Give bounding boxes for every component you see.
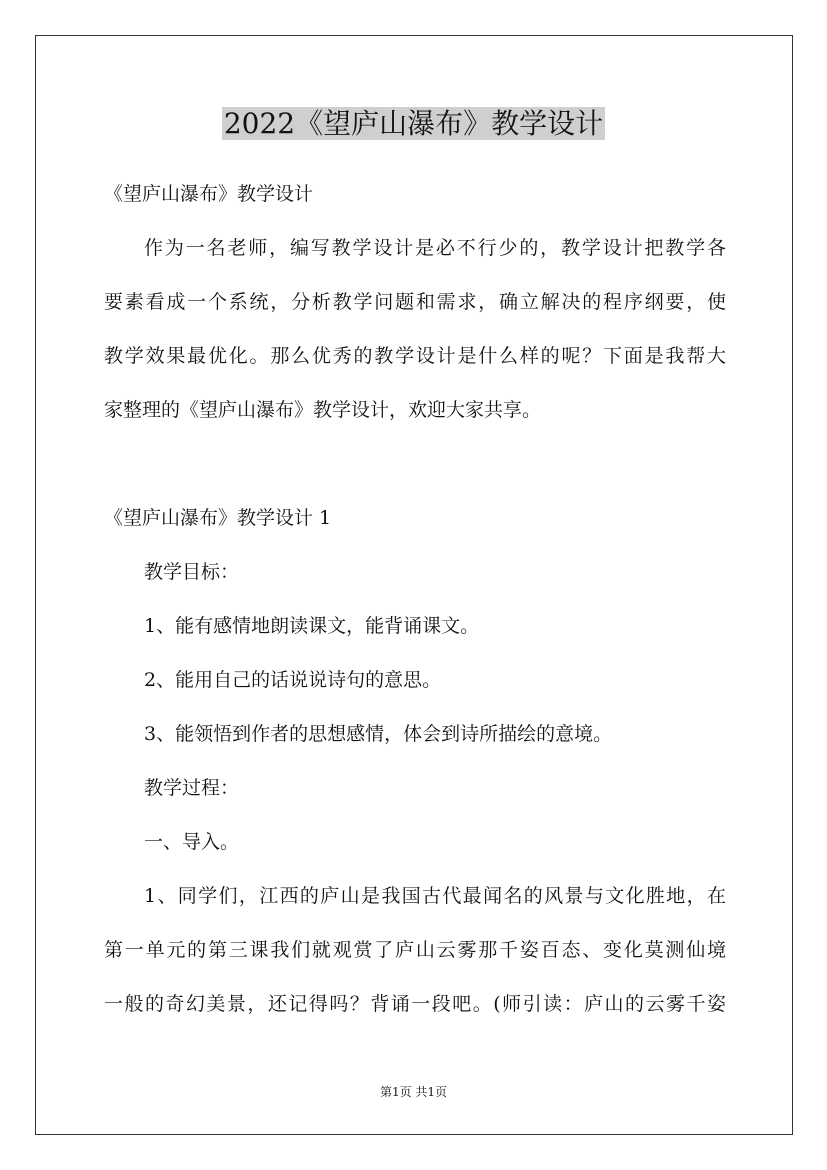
step-line-2: 第一单元的第三课我们就观赏了庐山云雾那千姿百态、变化莫测仙境 — [104, 939, 726, 961]
intro-line-1: 作为一名老师，编写教学设计是必不行少的，教学设计把教学各 — [144, 237, 726, 259]
goals-heading: 教学目标： — [144, 561, 240, 583]
intro-line-3: 教学效果最优化。那么优秀的教学设计是什么样的呢？下面是我帮大 — [104, 345, 726, 367]
process-heading: 教学过程： — [144, 777, 240, 799]
page-footer: 第1页 共1页 — [379, 1085, 448, 1099]
step-heading: 一、导入。 — [144, 831, 240, 853]
document-title-text: 2022《望庐山瀑布》教学设计 — [223, 107, 604, 140]
intro-line-2: 要素看成一个系统，分析教学问题和需求，确立解决的程序纲要，使 — [104, 291, 726, 313]
intro-line-4: 家整理的《望庐山瀑布》教学设计，欢迎大家共享。 — [104, 399, 542, 421]
subtitle: 《望庐山瀑布》教学设计 — [104, 183, 314, 205]
goal-item-1: 1、能有感情地朗读课文，能背诵课文。 — [144, 615, 480, 637]
section-heading: 《望庐山瀑布》教学设计 1 — [104, 507, 332, 529]
step-line-1: 1、同学们，江西的庐山是我国古代最闻名的风景与文化胜地，在 — [144, 885, 726, 907]
document-title — [0, 104, 827, 144]
goal-item-3: 3、能领悟到作者的思想感情，体会到诗所描绘的意境。 — [144, 723, 613, 745]
step-line-3: 一般的奇幻美景，还记得吗？背诵一段吧。(师引读：庐山的云雾千姿 — [104, 993, 726, 1015]
goal-item-2: 2、能用自己的话说说诗句的意思。 — [144, 669, 442, 691]
